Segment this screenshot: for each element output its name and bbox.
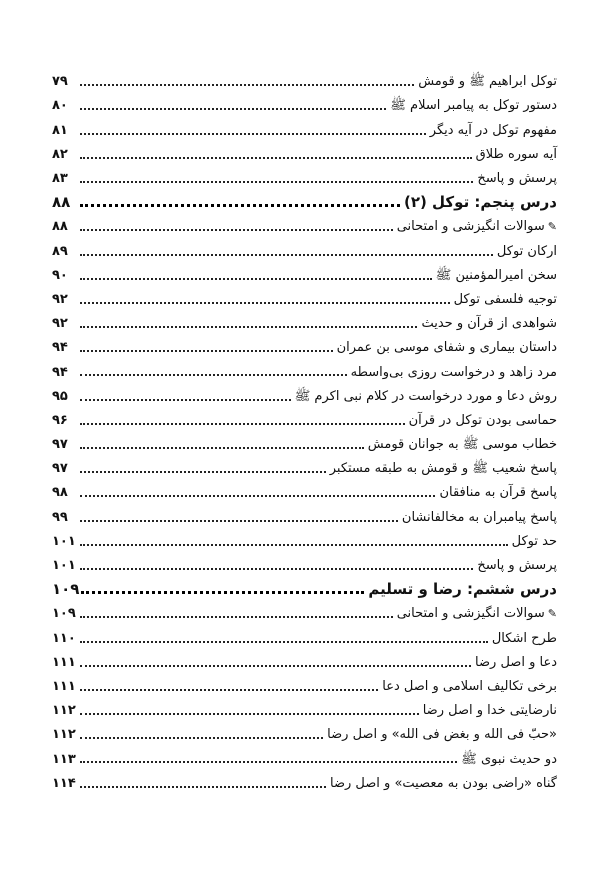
- dot-leader: [80, 543, 508, 546]
- toc-entry-text: حد توکل: [511, 533, 557, 549]
- toc-entry-title: [335, 341, 557, 356]
- dot-leader: [80, 349, 333, 352]
- toc-entry-text: توجیه فلسفی توکل: [453, 291, 557, 307]
- dot-leader: [80, 398, 291, 401]
- toc-page-number: ۹۲: [52, 291, 68, 307]
- toc-page-number: ۱۱۱: [52, 654, 76, 670]
- dot-leader: [80, 253, 493, 256]
- toc-page-number: ۸۸: [52, 192, 71, 211]
- toc-entry-title: [416, 75, 557, 90]
- toc-entry-text: روش دعا و مورد درخواست در کلام نبی اکرم ﷺ: [294, 388, 557, 404]
- dot-leader: [80, 180, 473, 183]
- toc-page-number: ۱۱۴: [52, 775, 76, 791]
- toc-entry-text: ارکان توکل: [496, 243, 557, 259]
- toc-entry-title: [475, 172, 557, 187]
- toc-entry-text: نارضایتی خدا و اصل رضا: [422, 703, 557, 719]
- dot-leader: [80, 519, 398, 522]
- toc-entry-title: [475, 559, 557, 574]
- toc-page-number: ۹۵: [52, 388, 68, 404]
- toc-entry-text: آیه سوره طلاق: [475, 146, 557, 162]
- toc-entry[interactable]: [52, 90, 557, 114]
- toc-page-number: ۱۰۹: [52, 606, 76, 622]
- toc-page-number: ۱۱۳: [52, 751, 76, 767]
- toc-entry[interactable]: [52, 622, 557, 646]
- toc-entry-title: [459, 753, 557, 768]
- dot-leader: [80, 132, 426, 135]
- dot-leader: [80, 228, 393, 231]
- dot-leader: [80, 470, 326, 473]
- toc-entry-text: توکل ابراهیم ﷺ و قومش: [418, 74, 557, 90]
- toc-entry-title: [325, 728, 557, 743]
- toc-entry[interactable]: [52, 380, 557, 404]
- toc-entry-title: [490, 632, 557, 647]
- toc-entry-title: [407, 414, 557, 429]
- toc-entry-text: مرد زاهد و درخواست روزی بی‌واسطه: [350, 364, 557, 380]
- toc-entry-text: دعا و اصل رضا: [475, 654, 557, 670]
- toc-page-number: ۹۸: [52, 485, 68, 501]
- toc-entry[interactable]: [52, 308, 557, 332]
- dot-leader: [80, 688, 378, 691]
- toc-section-heading[interactable]: [52, 574, 557, 598]
- toc-entry[interactable]: [52, 453, 557, 477]
- toc-entry[interactable]: [52, 477, 557, 501]
- dot-leader: [80, 712, 419, 715]
- toc-entry[interactable]: [52, 260, 557, 284]
- dot-leader: [80, 760, 457, 763]
- toc-entry[interactable]: [52, 501, 557, 525]
- toc-entry[interactable]: [52, 743, 557, 767]
- toc-entry-text: شواهدی از قرآن و حدیث: [421, 316, 557, 332]
- toc-entry-text: سوالات انگیزشی و امتحانی: [396, 606, 545, 622]
- toc-page-number: ۸۰: [52, 98, 68, 114]
- toc-page-number: ۱۱۲: [52, 727, 76, 743]
- toc-entry-title: [495, 245, 557, 260]
- toc-entry-title: [328, 462, 557, 477]
- toc-entry-title: [402, 194, 557, 211]
- toc-entry[interactable]: [52, 526, 557, 550]
- toc-entry[interactable]: [52, 767, 557, 791]
- toc-entry-title: [474, 148, 557, 163]
- toc-entry-title: [380, 680, 557, 695]
- toc-entry-title: [349, 366, 557, 381]
- toc-entry-text: پاسخ شعیب ﷺ و قومش به طبقه مستکبر: [329, 461, 557, 477]
- toc-entry[interactable]: [52, 405, 557, 429]
- toc-page-number: ۱۰۱: [52, 533, 76, 549]
- toc-entry[interactable]: [52, 114, 557, 138]
- toc-section-heading[interactable]: [52, 187, 557, 211]
- dot-leader: [80, 640, 488, 643]
- toc-entry-title: [473, 656, 557, 671]
- toc-entry[interactable]: [52, 356, 557, 380]
- toc-page-number: ۸۸: [52, 219, 68, 235]
- toc-page-number: ۱۱۲: [52, 703, 76, 719]
- dot-leader: [80, 494, 435, 497]
- toc-page-number: ۱۰۱: [52, 558, 76, 573]
- toc-entry-text: دستور توکل به پیامبر اسلام ﷺ: [390, 98, 557, 114]
- toc-page-number: ۸۹: [52, 243, 68, 259]
- pencil-icon: ✎: [547, 220, 557, 234]
- toc-entry-title: [366, 581, 557, 598]
- dot-leader: [80, 301, 450, 304]
- toc-entry-title: [452, 293, 557, 308]
- toc-entry-title: [434, 269, 557, 284]
- dot-leader: [80, 615, 393, 618]
- dot-leader: [80, 277, 432, 280]
- toc-entry-title: [293, 390, 557, 405]
- toc-entry[interactable]: [52, 671, 557, 695]
- toc-entry-text: پاسخ قرآن به منافقان: [439, 485, 557, 501]
- toc-entry-title: [328, 777, 557, 792]
- toc-entry-text: داستان بیماری و شفای موسی بن عمران: [336, 340, 557, 356]
- toc-entry-text: حماسی بودن توکل در قرآن: [408, 412, 557, 428]
- toc-entry[interactable]: [52, 284, 557, 308]
- toc-entry-text: طرح اشکال: [491, 630, 557, 646]
- toc-entry[interactable]: [52, 429, 557, 453]
- toc-page-number: ۷۹: [52, 74, 68, 90]
- dot-leader: [81, 590, 364, 594]
- toc-entry-text: برخی تکالیف اسلامی و اصل دعا: [382, 678, 557, 694]
- toc-entry[interactable]: [52, 550, 557, 574]
- toc-entry-title: [366, 438, 557, 453]
- toc-page-number: ۱۰۹: [52, 579, 80, 598]
- toc-page-number: ۱۱۱: [52, 678, 76, 694]
- toc-entry-title: [395, 607, 557, 622]
- toc-entry-text: دو حدیث نبوی ﷺ: [461, 751, 557, 767]
- toc-page-number: ۹۹: [52, 509, 68, 525]
- toc-entry-text: درس پنجم: توکل (۲): [403, 192, 557, 211]
- toc-page-number: ۹۴: [52, 340, 68, 356]
- toc-entry-title: [428, 124, 557, 139]
- toc-entry-text: پرسش و پاسخ: [477, 558, 557, 573]
- toc-entry-text: «حبّ فی الله و بغض فی الله» و اصل رضا: [327, 727, 557, 743]
- toc-entry-text: خطاب موسی ﷺ به جوانان قومش: [367, 437, 557, 453]
- dot-leader: [80, 373, 347, 376]
- toc-page-number: ۹۶: [52, 412, 68, 428]
- toc-page-number: ۸۳: [52, 171, 68, 186]
- dot-leader: [80, 107, 386, 110]
- toc-entry-text: مفهوم توکل در آیه دیگر: [429, 122, 557, 138]
- toc-page-number: ۱۱۰: [52, 630, 76, 646]
- toc-entry[interactable]: [52, 163, 557, 187]
- toc-page-number: ۸۲: [52, 146, 68, 162]
- toc-entry-title: [388, 99, 557, 114]
- toc-entry-title: [510, 535, 557, 550]
- toc-entry-text: سخن امیرالمؤمنین ﷺ: [435, 267, 557, 283]
- toc-page-number: ۸۱: [52, 122, 68, 138]
- toc-page-number: ۹۲: [52, 316, 68, 332]
- toc-entry-title: [437, 486, 557, 501]
- toc-entry-title: [400, 511, 557, 526]
- dot-leader: [80, 446, 364, 449]
- dot-leader: [80, 83, 414, 86]
- toc-entry-text: گناه «راضی بودن به معصیت» و اصل رضا: [330, 775, 557, 791]
- toc-entry[interactable]: [52, 235, 557, 259]
- dot-leader: [80, 736, 323, 739]
- toc-entry[interactable]: [52, 66, 557, 90]
- dot-leader: [80, 664, 471, 667]
- toc-entry[interactable]: [52, 598, 557, 622]
- toc-entry[interactable]: [52, 139, 557, 163]
- pencil-icon: ✎: [547, 607, 557, 621]
- dot-leader: [80, 156, 472, 159]
- toc-entry[interactable]: [52, 332, 557, 356]
- toc-page-number: ۹۰: [52, 267, 68, 283]
- toc-entry-text: پرسش و پاسخ: [477, 171, 557, 186]
- dot-leader: [80, 785, 326, 788]
- toc-entry-text: سوالات انگیزشی و امتحانی: [396, 219, 545, 235]
- toc-entry[interactable]: [52, 211, 557, 235]
- dot-leader: [80, 422, 405, 425]
- toc-entry[interactable]: [52, 719, 557, 743]
- toc-page-number: ۹۷: [52, 437, 68, 453]
- toc-entry-title: [421, 704, 557, 719]
- toc-entry-title: [419, 317, 557, 332]
- toc-entry[interactable]: [52, 695, 557, 719]
- toc-page-number: ۹۴: [52, 364, 68, 380]
- toc-page-number: ۹۷: [52, 461, 68, 477]
- table-of-contents: [52, 66, 557, 792]
- toc-entry-title: [395, 220, 557, 235]
- toc-entry[interactable]: [52, 647, 557, 671]
- dot-leader: [80, 325, 417, 328]
- toc-entry-text: پاسخ پیامبران به مخالفانشان: [401, 509, 557, 525]
- dot-leader: [80, 567, 473, 570]
- toc-entry-text: درس ششم: رضا و تسلیم: [368, 579, 557, 598]
- dot-leader: [80, 203, 400, 207]
